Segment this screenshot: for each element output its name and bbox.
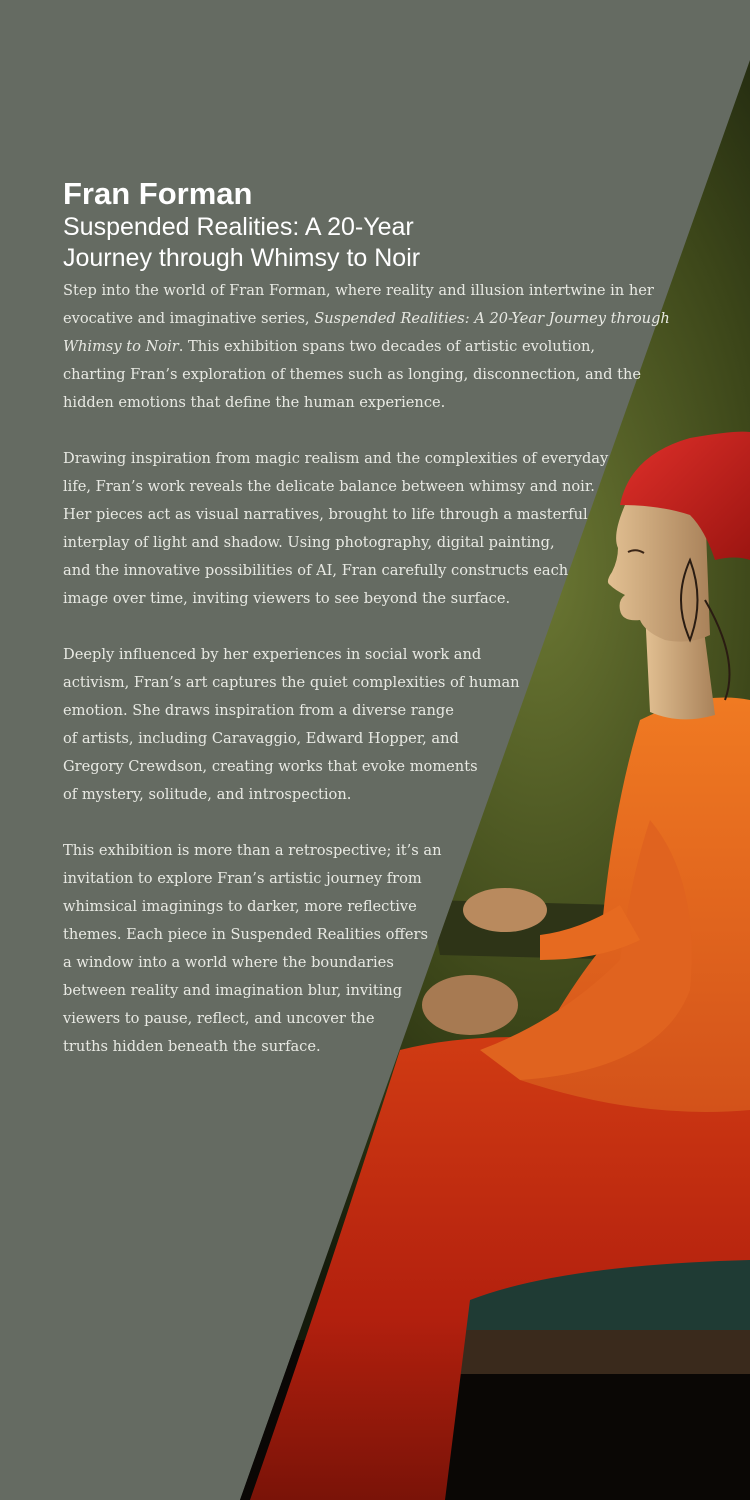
text-segment: life, Fran’s work reveals the delicate balance between whimsy and noir.	[63, 478, 595, 495]
text-segment: whimsical imaginings to darker, more reflective	[63, 898, 417, 915]
text-segment: truths hidden beneath the surface.	[63, 1038, 321, 1055]
paragraph-line	[63, 949, 442, 977]
text-segment: a window into a world where the boundaries	[63, 954, 394, 971]
paragraph-line	[63, 473, 608, 501]
text-segment: . This exhibition spans two decades of artistic evolution,	[178, 338, 596, 355]
invitation-paragraph	[63, 837, 442, 1061]
inspiration-paragraph	[63, 445, 608, 613]
paragraph-line	[63, 305, 670, 333]
exhibition-title	[63, 212, 503, 274]
paragraph-line	[63, 1005, 442, 1033]
text-segment: activism, Fran’s art captures the quiet complexities of human	[63, 674, 520, 691]
text-segment: invitation to explore Fran’s artistic journey from	[63, 870, 422, 887]
text-segment: Her pieces act as visual narratives, brought to life through a masterful	[63, 506, 588, 523]
text-segment: Deeply influenced by her experiences in social work and	[63, 646, 482, 663]
paragraph-line	[63, 1033, 442, 1061]
paragraph-line	[63, 781, 520, 809]
text-segment: emotion. She draws inspiration from a diverse range	[63, 702, 454, 719]
italic-series-title: Suspended Realities: A 20-Year Journey through	[314, 310, 670, 327]
exhibition-title-line: Journey through Whimsy to Noir	[63, 244, 421, 272]
paragraph-line	[63, 585, 608, 613]
text-segment: between reality and imagination blur, inviting	[63, 982, 403, 999]
paragraph-line	[63, 753, 520, 781]
text-segment: themes. Each piece in Suspended Realities offers	[63, 926, 428, 943]
paragraph-line	[63, 725, 520, 753]
text-segment: image over time, inviting viewers to see beyond the surface.	[63, 590, 511, 607]
paragraph-line	[63, 893, 442, 921]
text-segment: Gregory Crewdson, creating works that evoke moments	[63, 758, 478, 775]
paragraph-line	[63, 361, 670, 389]
paragraph-line	[63, 977, 442, 1005]
text-segment: Drawing inspiration from magic realism and the complexities of everyday	[63, 450, 609, 467]
text-segment: and the innovative possibilities of AI, Fran carefully constructs each	[63, 562, 569, 579]
paragraph-line	[63, 529, 608, 557]
paragraph-line	[63, 277, 670, 305]
paragraph-line	[63, 389, 670, 417]
influences-paragraph	[63, 641, 520, 809]
text-segment: interplay of light and shadow. Using photography, digital painting,	[63, 534, 555, 551]
text-segment: This exhibition is more than a retrospective; it’s an	[63, 842, 442, 859]
paragraph-line	[63, 333, 670, 361]
paragraph-line	[63, 921, 442, 949]
paragraph-line	[63, 865, 442, 893]
text-segment: of mystery, solitude, and introspection.	[63, 786, 352, 803]
paragraph-line	[63, 501, 608, 529]
paragraph-line	[63, 669, 520, 697]
text-segment: charting Fran’s exploration of themes such as longing, disconnection, and the	[63, 366, 642, 383]
text-segment: evocative and imaginative series,	[63, 310, 315, 327]
paragraph-line	[63, 837, 442, 865]
paragraph-line	[63, 445, 608, 473]
paragraph-line	[63, 557, 608, 585]
italic-series-title: Whimsy to Noir	[63, 338, 179, 355]
intro-paragraph	[63, 277, 670, 417]
artist-name: Fran Forman	[63, 176, 253, 211]
text-segment: viewers to pause, reflect, and uncover the	[63, 1010, 375, 1027]
text-segment: Step into the world of Fran Forman, where reality and illusion intertwine in her	[63, 282, 654, 299]
exhibition-title-line: Suspended Realities: A 20-Year	[63, 213, 414, 241]
paragraph-line	[63, 697, 520, 725]
paragraph-line	[63, 641, 520, 669]
text-segment: hidden emotions that define the human experience.	[63, 394, 446, 411]
text-segment: of artists, including Caravaggio, Edward Hopper, and	[63, 730, 459, 747]
